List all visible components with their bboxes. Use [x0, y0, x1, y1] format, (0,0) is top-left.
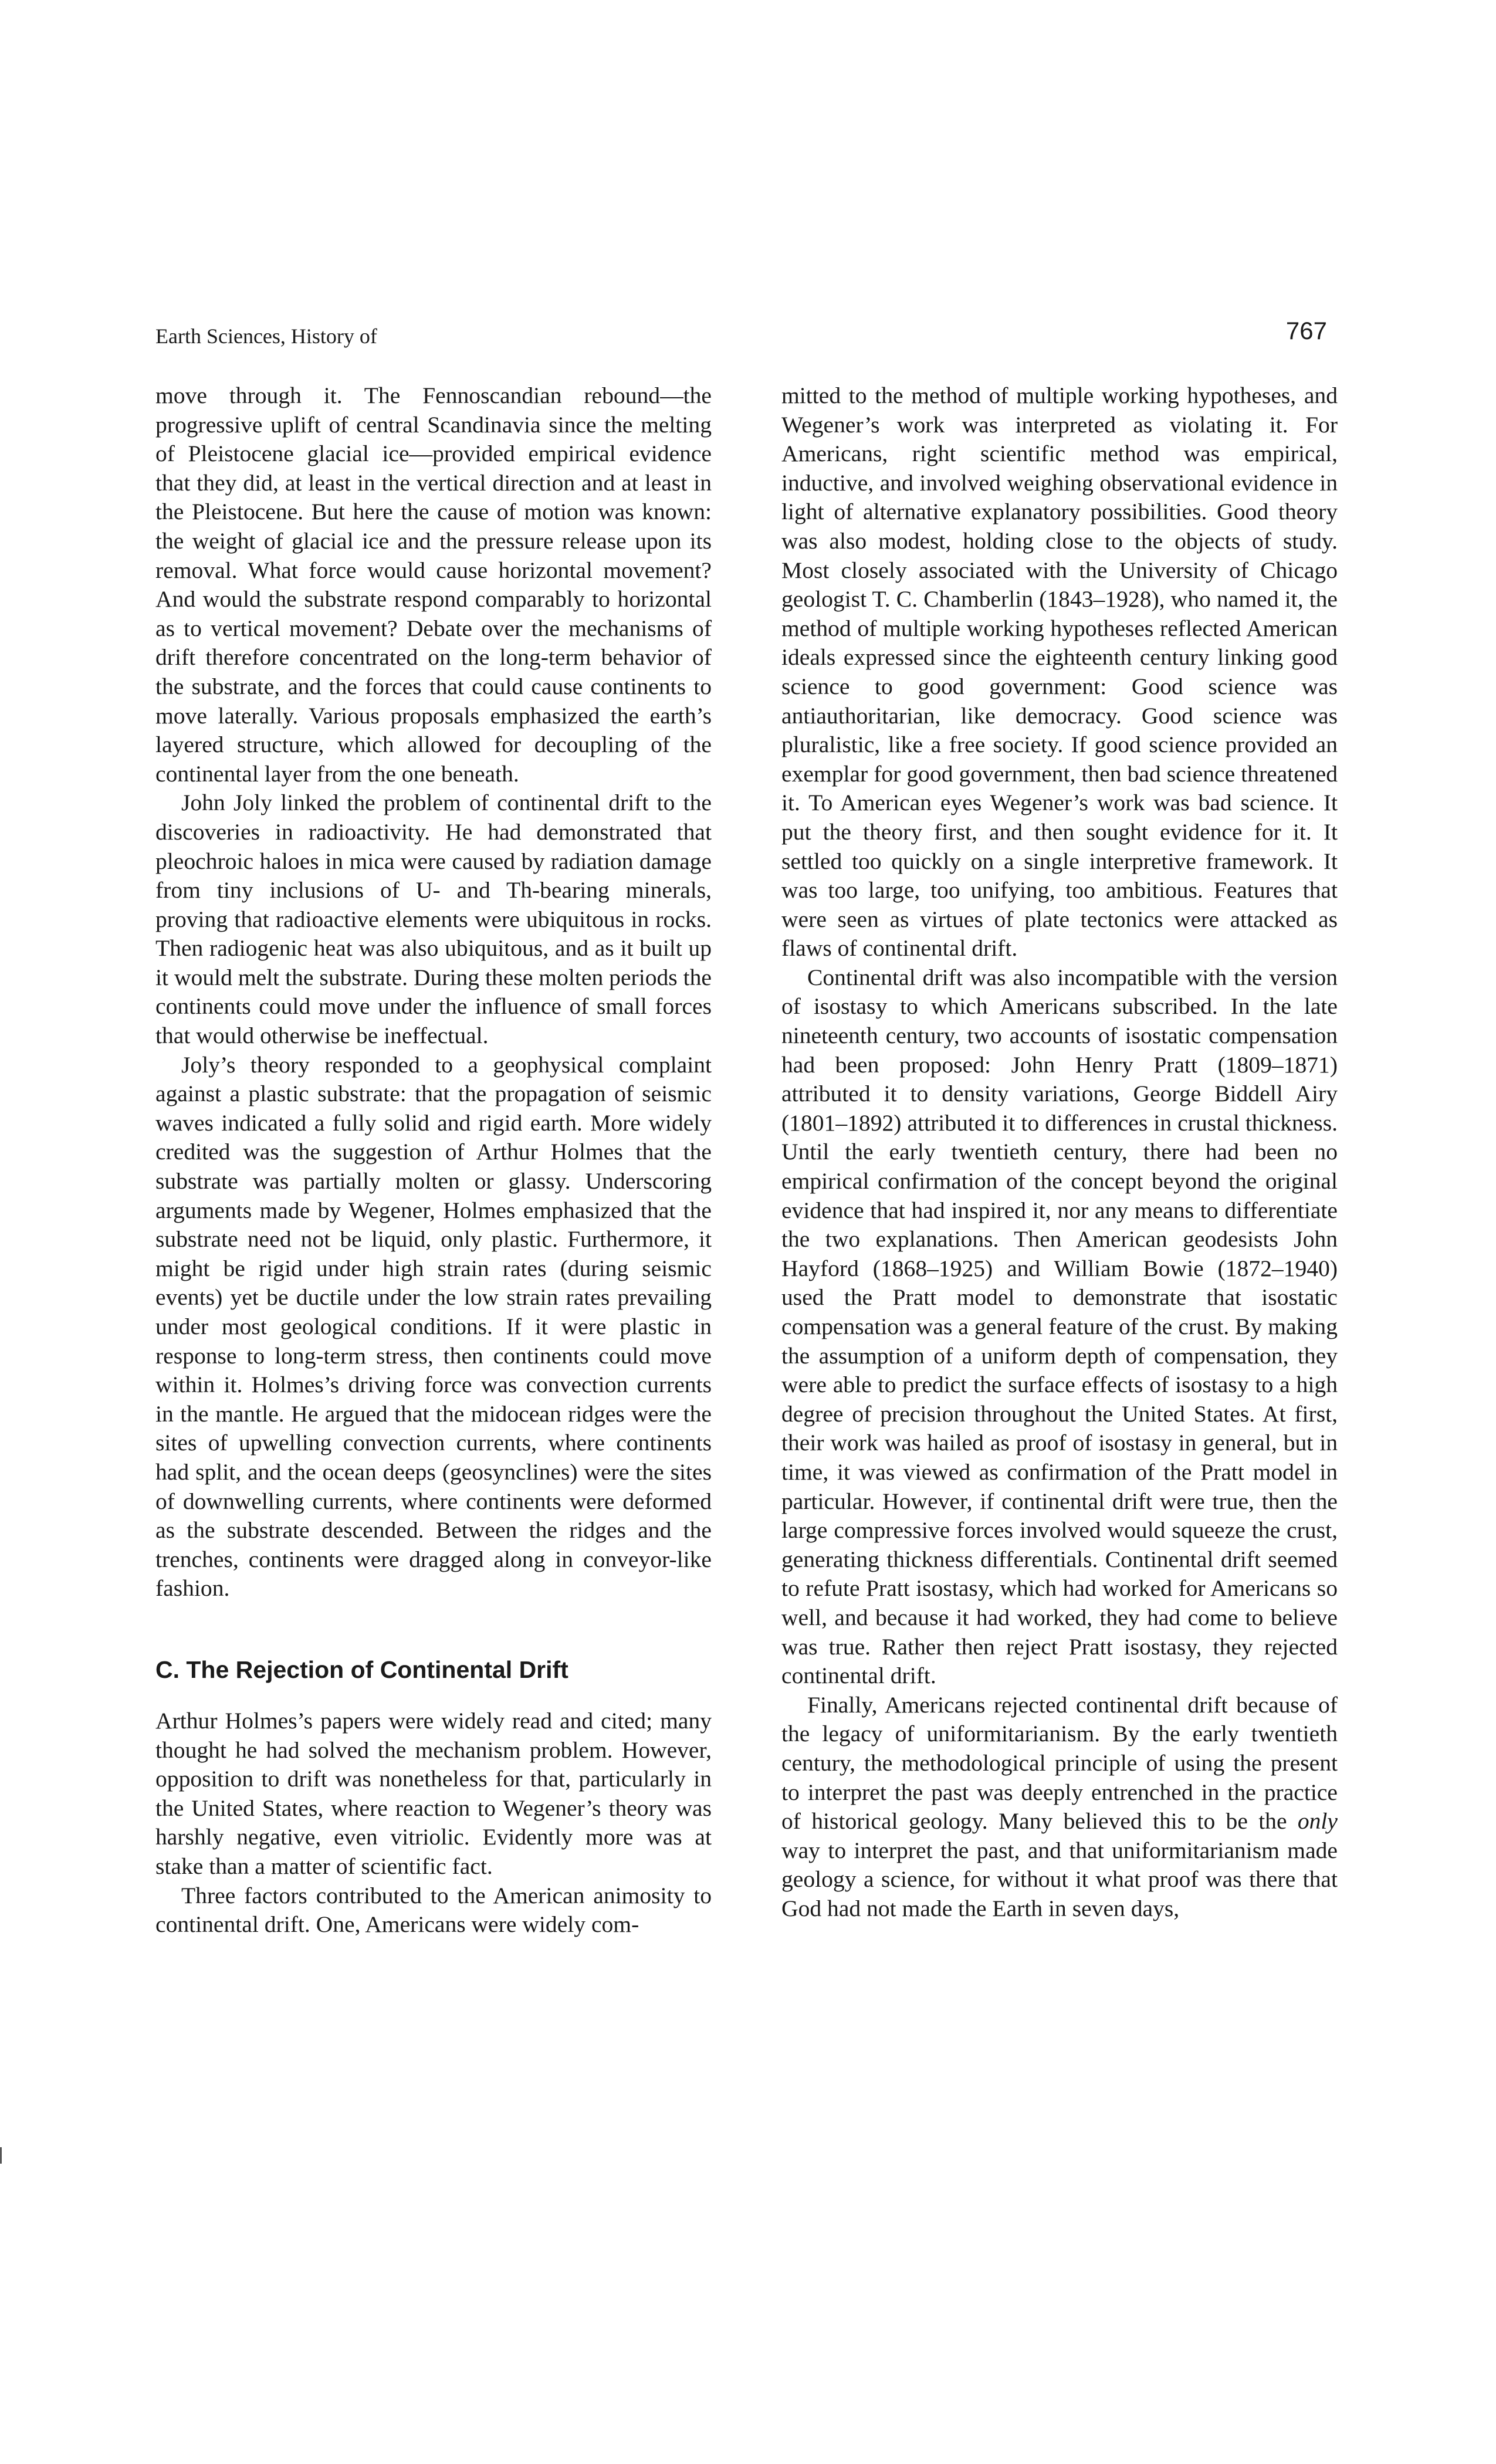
- emphasis: only: [1297, 1808, 1338, 1835]
- text-span: way to interpret the past, and that uniformitarianism made geology a science, for without it what proof was there that God had not made the Earth in seven days,: [781, 1837, 1338, 1921]
- margin-mark: [0, 2147, 2, 2164]
- paragraph: Arthur Holmes’s papers were widely read and cited; many thought he had solved the mechanism problem. However, opposition to drift was nonetheless for that, particularly in the United States, where reaction to Wegener’s theory was harshly negative, even vitriolic. Evidently more was at stake than a matter of scientific fact.: [155, 1707, 712, 1879]
- left-column: [155, 381, 712, 1940]
- paragraph: Three factors contributed to the American animosity to continental drift. One, Americans were widely com-: [155, 1882, 712, 1938]
- paragraph: Continental drift was also incompatible with the version of isostasy to which Americans subscribed. In the late nineteenth century, two accounts of isostatic compensation had been proposed: John Henry Pratt (1809–1871) attributed it to density variations, George Biddell Airy (1801–1892) attributed it to differences in crustal thickness. Until the early twentieth century, there had been no empirical confirmation of the concept beyond the original evidence that had inspired it, nor any means to differentiate the two explanations. Then American geodesists John Hayford (1868–1925) and William Bowie (1872–1940) used the Pratt model to demonstrate that isostatic compensation was a general feature of the crust. By making the assumption of a uniform depth of compensation, they were able to predict the surface effects of isostasy to a high degree of precision throughout the United States. At first, their work was hailed as proof of isostasy in general, but in time, it was viewed as confirmation of the Pratt model in particular. However, if continental drift were true, then the large compressive forces involved would squeeze the crust, generating thickness differentials. Continental drift seemed to refute Pratt isostasy, which had worked for Americans so well, and because it had worked, they had come to believe was true. Rather then reject Pratt isostasy, they rejected continental drift.: [781, 964, 1338, 1689]
- paragraph: mitted to the method of multiple working hypotheses, and Wegener’s work was interpreted as violating it. For Americans, right scientific method was empirical, inductive, and involved weighing observational evidence in light of alternative explanatory possibilities. Good theory was also modest, holding close to the objects of study. Most closely associated with the University of Chicago geologist T. C. Chamberlin (1843–1928), who named it, the method of multiple working hypotheses reflected American ideals expressed since the eighteenth century linking good science to good government: Good science was antiauthoritarian, like democracy. Good science was pluralistic, like a free society. If good science provided an exemplar for good government, then bad science threatened it. To American eyes Wegener’s work was bad science. It put the theory first, and then sought evidence for it. It settled too quickly on a single interpretive framework. It was too large, too unifying, too ambitious. Features that were seen as virtues of plate tectonics were attacked as flaws of continental drift.: [781, 383, 1338, 962]
- section-heading: C. The Rejection of Continental Drift: [155, 1656, 568, 1683]
- running-head: Earth Sciences, History of: [155, 324, 377, 348]
- page-number: 767: [1285, 317, 1327, 344]
- paragraph: move through it. The Fennoscandian rebound—the progressive uplift of central Scandinavia since the melting of Pleistocene glacial ice—provided empirical evidence that they did, at least in the vertical direction and at least in the Pleistocene. But here the cause of motion was known: the weight of glacial ice and the pressure release upon its removal. What force would cause horizontal movement? And would the substrate respond comparably to horizontal as to vertical movement? Debate over the mechanisms of drift therefore concentrated on the long-term behavior of the substrate, and the forces that could cause continents to move laterally. Various proposals emphasized the earth’s layered structure, which allowed for decoupling of the continental layer from the one beneath.: [155, 383, 712, 787]
- right-column: [781, 381, 1338, 1923]
- paragraph: [781, 1691, 1338, 1924]
- text-span: Finally, Americans rejected continental drift because of the legacy of uniformitarianism. By the early twentieth century, the methodological principle of using the present to interpret the past was deeply entrenched in the practice of historical geology. Many believed this to be the: [781, 1691, 1338, 1835]
- paragraph: John Joly linked the problem of continental drift to the discoveries in radioactivity. He had demonstrated that pleochroic haloes in mica were caused by radiation damage from tiny inclusions of U- and Th-bearing minerals, proving that radioactive elements were ubiquitous in rocks. Then radiogenic heat was also ubiquitous, and as it built up it would melt the substrate. During these molten periods the continents could move under the influence of small forces that would otherwise be ineffectual.: [155, 790, 712, 1049]
- paragraph: Joly’s theory responded to a geophysical complaint against a plastic substrate: that the propagation of seismic waves indicated a fully solid and rigid earth. More widely credited was the suggestion of Arthur Holmes that the substrate was partially molten or glassy. Underscoring arguments made by Wegener, Holmes emphasized that the substrate need not be liquid, only plastic. Furthermore, it might be rigid under high strain rates (during seismic events) yet be ductile under the low strain rates prevailing under most geological conditions. If it were plastic in response to long-term stress, then continents could move within it. Holmes’s driving force was convection currents in the mantle. He argued that the midocean ridges were the sites of upwelling convection currents, where continents had split, and the ocean deeps (geosynclines) were the sites of downwelling currents, where continents were deformed as the substrate descended. Between the ridges and the trenches, continents were dragged along in conveyor-like fashion.: [155, 1051, 712, 1602]
